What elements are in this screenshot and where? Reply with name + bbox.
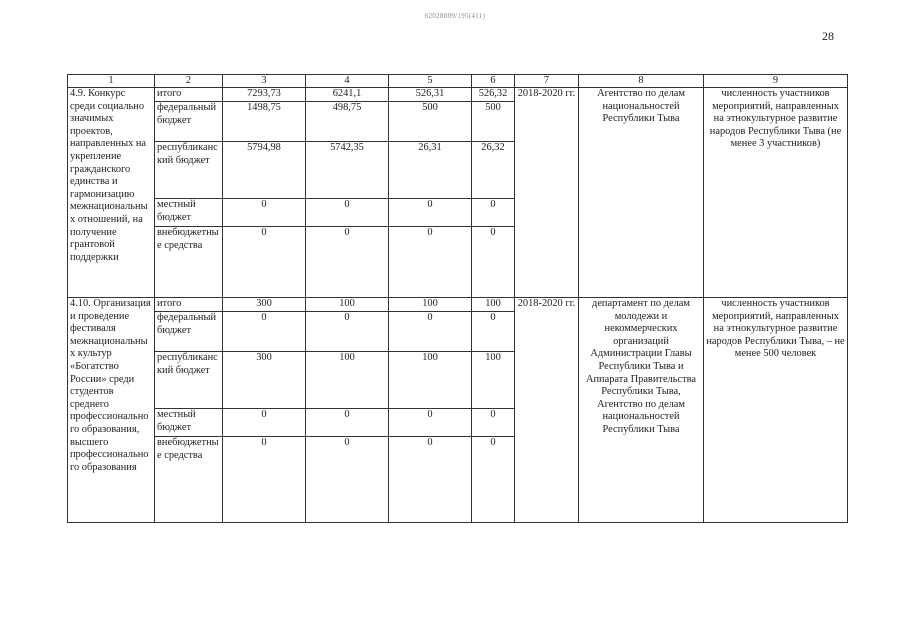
- amount-2019: 0: [389, 437, 472, 523]
- amount-total: 0: [223, 437, 306, 523]
- column-number: 7: [515, 75, 579, 88]
- amount-2018: 498,75: [306, 102, 389, 142]
- amount-2020: 26,32: [472, 142, 515, 199]
- funding-source: местный бюджет: [155, 199, 223, 227]
- page-number: 28: [822, 29, 834, 43]
- amount-2019: 0: [389, 409, 472, 437]
- column-number: 6: [472, 75, 515, 88]
- amount-2020: 0: [472, 312, 515, 352]
- executor: департамент по делам молодежи и некоммерческих организаций Администрации Главы Республики Тыва и Аппарата Правительства Республики Тыва, Агентство по делам национальностей Республики Тыва: [579, 298, 704, 523]
- expected-result: численность участников мероприятий, направленных на этнокультурное развитие народов Республики Тыва, – не менее 500 человек: [704, 298, 848, 523]
- amount-2020: 500: [472, 102, 515, 142]
- amount-2020: 100: [472, 352, 515, 409]
- funding-source: итого: [155, 298, 223, 312]
- amount-2019: 0: [389, 227, 472, 298]
- amount-2018: 0: [306, 409, 389, 437]
- measure-name: 4.9. Конкурс среди социально значимых проектов, направленных на укрепление гражданского единства и гармонизацию межнациональных отношений, на получение грантовой поддержки: [68, 88, 155, 298]
- amount-2019: 500: [389, 102, 472, 142]
- amount-total: 5794,98: [223, 142, 306, 199]
- amount-2018: 6241,1: [306, 88, 389, 102]
- column-number: 3: [223, 75, 306, 88]
- expected-result: численность участников мероприятий, направленных на этнокультурное развитие народов Республики Тыва (не менее 3 участников): [704, 88, 848, 298]
- amount-2020: 0: [472, 409, 515, 437]
- amount-2019: 100: [389, 352, 472, 409]
- amount-total: 7293,73: [223, 88, 306, 102]
- document-code: 62028009/195(411): [424, 12, 486, 20]
- funding-source: местный бюджет: [155, 409, 223, 437]
- implementation-period: 2018-2020 гг.: [515, 298, 579, 523]
- funding-row: [68, 88, 848, 102]
- amount-2019: 526,31: [389, 88, 472, 102]
- amount-total: 0: [223, 312, 306, 352]
- implementation-period: 2018-2020 гг.: [515, 88, 579, 298]
- amount-2018: 0: [306, 312, 389, 352]
- funding-source: республиканский бюджет: [155, 352, 223, 409]
- amount-2020: 526,32: [472, 88, 515, 102]
- amount-2018: 0: [306, 437, 389, 523]
- funding-source: федеральный бюджет: [155, 102, 223, 142]
- amount-total: 0: [223, 227, 306, 298]
- amount-2019: 26,31: [389, 142, 472, 199]
- executor: Агентство по делам национальностей Республики Тыва: [579, 88, 704, 298]
- amount-total: 1498,75: [223, 102, 306, 142]
- program-measures-table: [67, 74, 848, 523]
- amount-2020: 0: [472, 199, 515, 227]
- column-number: 9: [704, 75, 848, 88]
- measure-name: 4.10. Организация и проведение фестиваля межнациональных культур «Богатство России» среди студентов среднего профессионального образования, высшего профессионального образования: [68, 298, 155, 523]
- column-number: 5: [389, 75, 472, 88]
- column-number: 8: [579, 75, 704, 88]
- amount-2018: 5742,35: [306, 142, 389, 199]
- amount-total: 300: [223, 298, 306, 312]
- amount-total: 300: [223, 352, 306, 409]
- amount-total: 0: [223, 409, 306, 437]
- column-number: 4: [306, 75, 389, 88]
- amount-2019: 100: [389, 298, 472, 312]
- amount-2018: 100: [306, 298, 389, 312]
- amount-2020: 0: [472, 227, 515, 298]
- amount-2019: 0: [389, 199, 472, 227]
- column-number-row: [68, 75, 848, 88]
- funding-source: внебюджетные средства: [155, 437, 223, 523]
- funding-source: итого: [155, 88, 223, 102]
- funding-source: внебюджетные средства: [155, 227, 223, 298]
- funding-source: федеральный бюджет: [155, 312, 223, 352]
- column-number: 2: [155, 75, 223, 88]
- amount-2020: 100: [472, 298, 515, 312]
- column-number: 1: [68, 75, 155, 88]
- funding-row: [68, 298, 848, 312]
- amount-2018: 0: [306, 227, 389, 298]
- amount-2019: 0: [389, 312, 472, 352]
- funding-source: республиканский бюджет: [155, 142, 223, 199]
- amount-2018: 100: [306, 352, 389, 409]
- amount-2020: 0: [472, 437, 515, 523]
- amount-total: 0: [223, 199, 306, 227]
- amount-2018: 0: [306, 199, 389, 227]
